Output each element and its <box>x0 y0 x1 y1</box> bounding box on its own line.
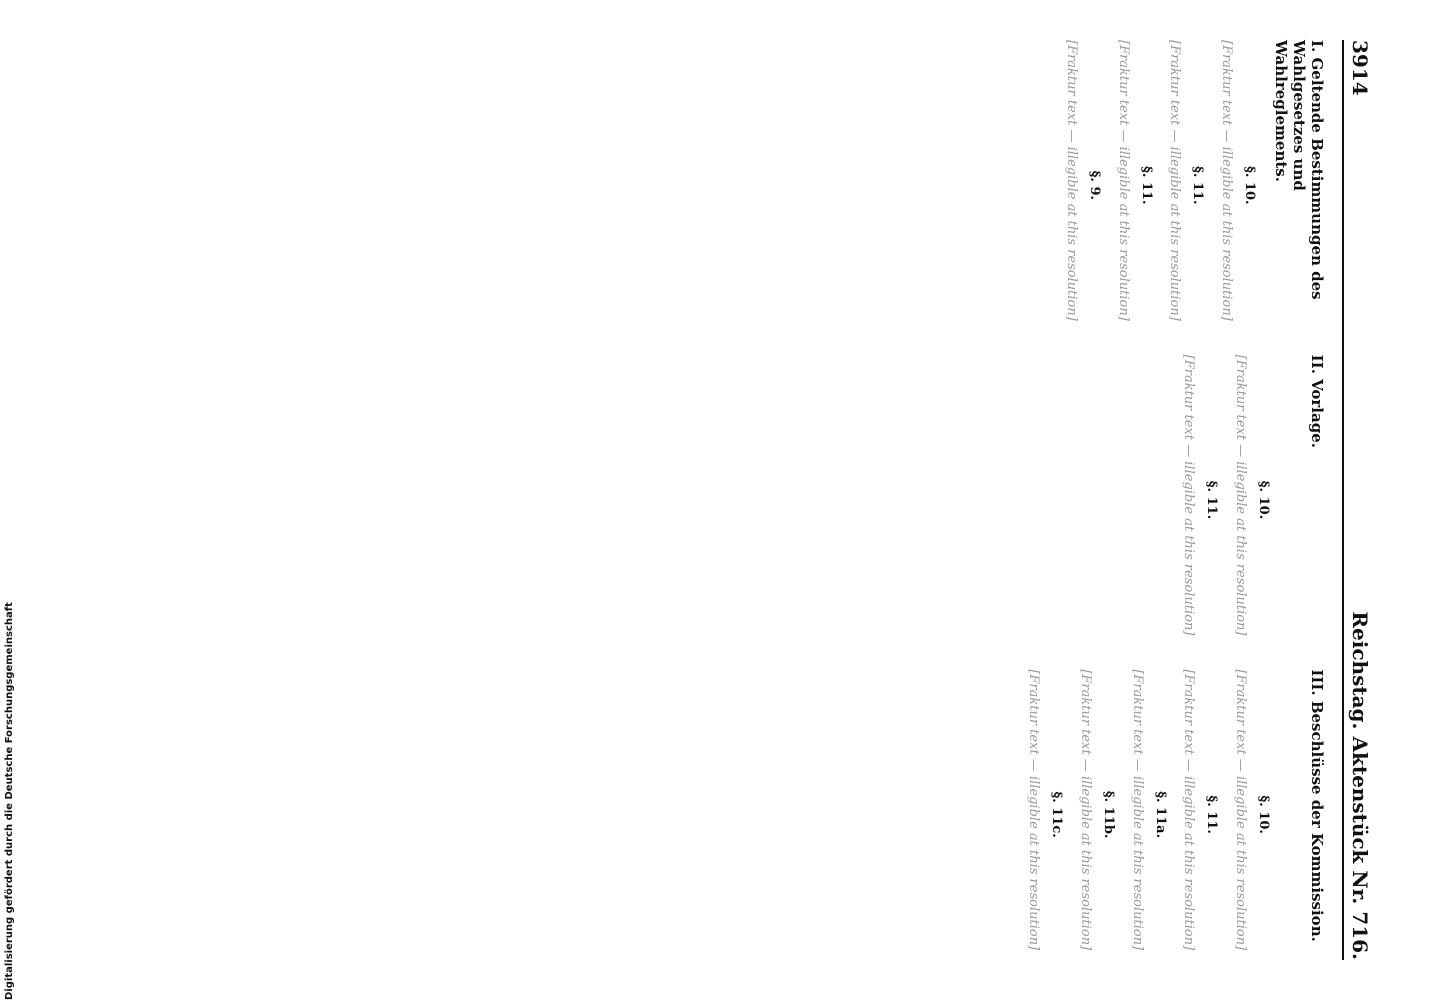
section-marker: §. 10. <box>1242 166 1257 205</box>
section <box>1230 355 1272 646</box>
column-heading: III. Beschlüsse der Kommission. <box>1308 669 1326 942</box>
section <box>1075 669 1117 960</box>
section-marker: §. 11a. <box>1152 791 1168 839</box>
section-body: [Fraktur text — illegible at this resolution] <box>1129 669 1145 951</box>
section-marker: §. 11b. <box>1100 790 1116 839</box>
section <box>1024 669 1066 960</box>
document-page <box>52 40 1372 960</box>
section-body: [Fraktur text — illegible at this resolution] <box>1181 669 1197 951</box>
section-marker: §. 10. <box>1256 480 1271 520</box>
section <box>1230 669 1272 960</box>
section-marker: §. 10. <box>1256 795 1271 834</box>
section-marker: §. 11. <box>1204 795 1220 834</box>
section-marker: §. 11. <box>1190 166 1206 205</box>
section-marker: §. 11c. <box>1049 791 1065 838</box>
column-heading: II. Vorlage. <box>1308 354 1326 448</box>
section-body: [Fraktur text — illegible at this resolution] <box>1115 40 1131 321</box>
column-grid <box>1014 40 1326 960</box>
section <box>1113 40 1155 331</box>
section-marker: §. 11. <box>1204 480 1220 520</box>
section-body: [Fraktur text — illegible at this resolution] <box>1026 669 1042 951</box>
column-1 <box>1014 40 1326 331</box>
page-header <box>1342 40 1372 960</box>
section-marker: §. 9. <box>1086 170 1102 201</box>
section <box>1061 40 1103 331</box>
section <box>1127 669 1169 960</box>
section-body: [Fraktur text — illegible at this resolution] <box>1078 669 1094 951</box>
section-body: [Fraktur text — illegible at this resolution] <box>1233 669 1249 951</box>
column-2 <box>1014 355 1326 646</box>
section-body: [Fraktur text — illegible at this resolution] <box>1064 40 1080 321</box>
column-3 <box>1014 669 1326 960</box>
section <box>1165 40 1207 331</box>
section-body: [Fraktur text — illegible at this resolution] <box>1219 40 1235 321</box>
section-body: [Fraktur text — illegible at this resolution] <box>1233 354 1249 636</box>
column-heading: I. Geltende Bestimmungen des Wahlgesetzes und Wahlreglements. <box>1272 40 1326 300</box>
page-title: Reichstag. Aktenstück Nr. 716. <box>1348 611 1372 960</box>
page-number: 3914 <box>1348 40 1372 96</box>
section-body: [Fraktur text — illegible at this resolution] <box>1167 40 1183 321</box>
section <box>1179 669 1221 960</box>
funding-caption: Digitalisierung gefördert durch die Deutsche Forschungsgemeinschaft <box>4 602 15 1000</box>
section-body: [Fraktur text — illegible at this resolution] <box>1181 354 1197 636</box>
section <box>1216 40 1258 331</box>
section-marker: §. 11. <box>1138 166 1154 205</box>
section <box>1179 355 1221 646</box>
